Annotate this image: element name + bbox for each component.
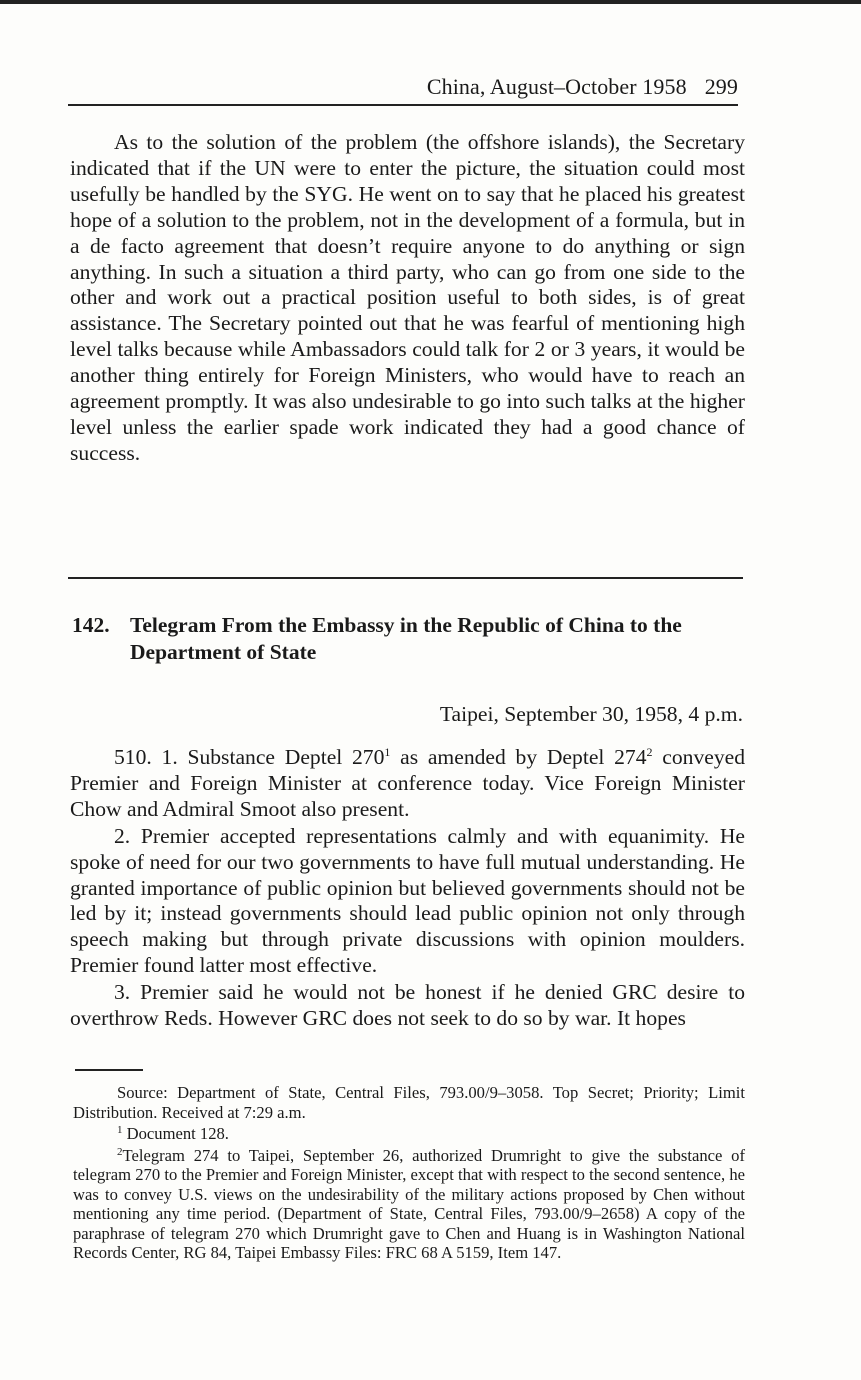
paragraph-3: 3. Premier said he would not be honest if he denied GRC desire to overthrow Reds. However GRC does not seek to do so by war. It hopes xyxy=(70,980,745,1031)
continued-text xyxy=(70,130,745,467)
page-number: 299 xyxy=(704,74,738,99)
footnote-marker: 2 xyxy=(117,1145,123,1158)
footnote-2 xyxy=(73,1146,745,1263)
paragraph-text: 510. 1. Substance Deptel 270 xyxy=(114,745,385,769)
footnote-1 xyxy=(73,1124,745,1144)
footnotes xyxy=(73,1083,745,1265)
paragraph-text: as amended by Deptel 274 xyxy=(390,745,647,769)
header-rule xyxy=(68,104,738,106)
document-number: 142. xyxy=(72,613,110,637)
footnote-ref-1: 1 xyxy=(384,745,391,759)
paragraph: As to the solution of the problem (the offshore islands), the Secretary indicated that if the UN were to enter the picture, the situation could most usefully be handled by the SYG. He went on to say that he placed his greatest hope of a solution to the problem, not in the development of a formula, but in a de facto agreement that doesn’t require anyone to do anything or sign anything. In such a situation a third party, who can go from one side to the other and work out a practical position useful to both sides, is of great assistance. The Secretary pointed out that he was fearful of mentioning high level talks because while Ambassadors could talk for 2 or 3 years, it would be another thing entirely for Foreign Ministers, who would have to reach an agreement promptly. It was also undesirable to go into such talks at the higher level unless the earlier spade work indicated they had a good chance of success. xyxy=(70,130,745,465)
footnote-text: Document 128. xyxy=(122,1124,229,1143)
footnote-marker: 1 xyxy=(117,1124,123,1136)
document-title: Telegram From the Embassy in the Republic of China to the Department of State xyxy=(130,613,682,664)
top-edge-rule xyxy=(0,0,861,4)
telegram-body xyxy=(70,745,745,1033)
dateline: Taipei, September 30, 1958, 4 p.m. xyxy=(439,702,743,726)
running-title: China, August–October 1958 xyxy=(426,74,687,99)
footnote-rule xyxy=(75,1069,143,1071)
paragraph-text: conveyed Premier and Foreign Minister at conference today. Vice Foreign Minister Chow and Admiral Smoot also present. xyxy=(70,745,745,821)
running-header xyxy=(427,74,738,100)
footnote-text: Telegram 274 to Taipei, September 26, authorized Drumright to give the substance of telegram 270 to the Premier and Foreign Minister, except that with respect to the second sentence, he was to convey U.S. views on the undesirability of the military actions proposed by Chen without mentioning any time period. (Department of State, Central Files, 793.00/9–2658) A copy of the paraphrase of telegram 270 which Drumright gave to Chen and Huang is in Washington National Records Center, RG 84, Taipei Embassy Files: FRC 68 A 5159, Item 147. xyxy=(73,1145,745,1262)
paragraph-1 xyxy=(70,745,745,823)
document-heading xyxy=(72,612,732,666)
paragraph-2: 2. Premier accepted representations calmly and with equanimity. He spoke of need for our two governments to have full mutual understanding. He granted importance of public opinion but believed governments should not be led by it; instead governments should lead public opinion not only through speech making but through private discussions with opinion moulders. Premier found latter most effective. xyxy=(70,823,745,978)
source-note: Source: Department of State, Central Files, 793.00/9–3058. Top Secret; Priority; Limit Distribution. Received at 7:29 a.m. xyxy=(73,1083,745,1122)
footnote-ref-2: 2 xyxy=(646,745,653,759)
section-divider xyxy=(68,577,743,579)
